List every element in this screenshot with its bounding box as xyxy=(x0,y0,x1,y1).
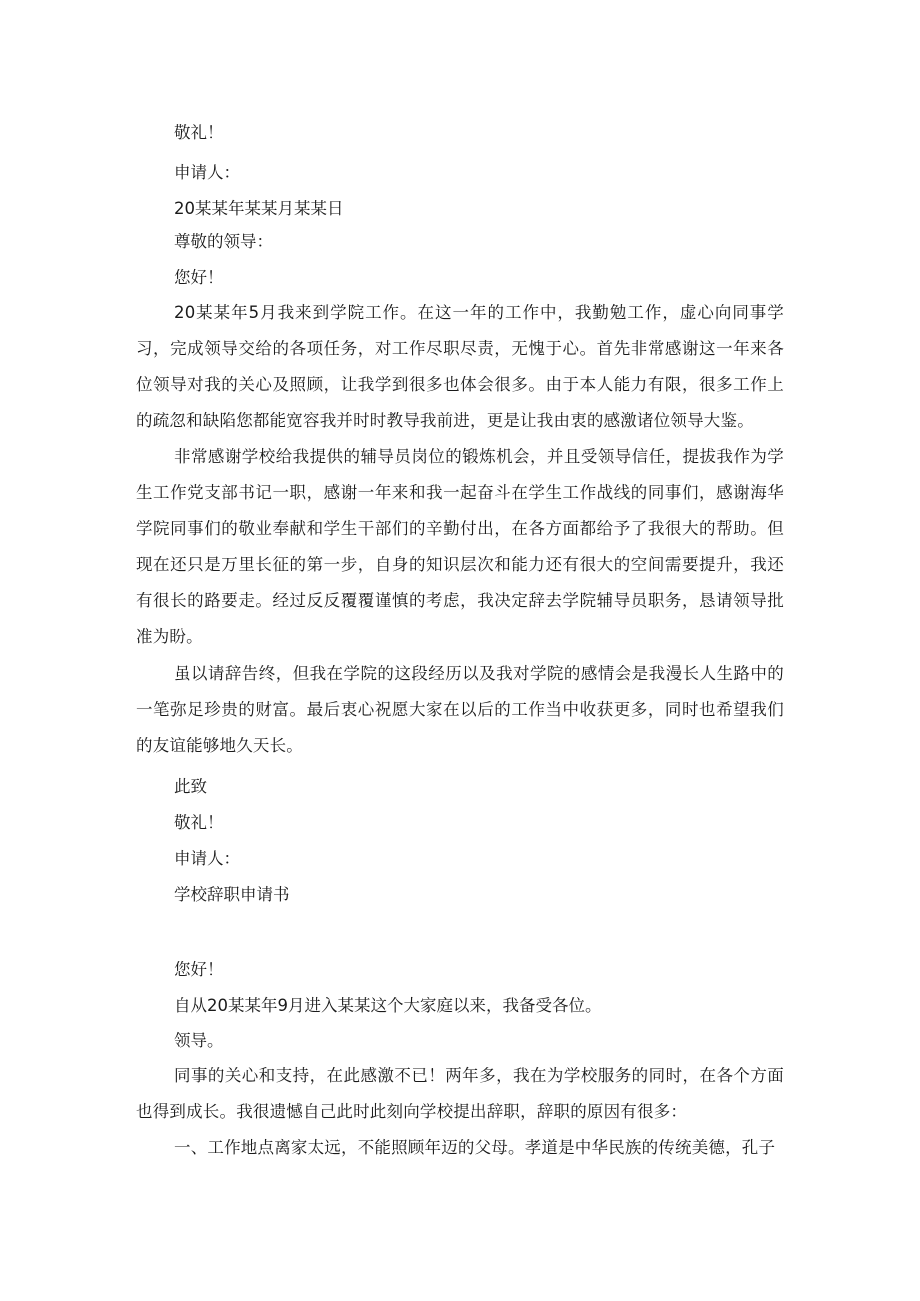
letter1-paragraph-3: 虽以请辞告终，但我在学院的这段经历以及我对学院的感情会是我漫长人生路中的一笔弥足珍贵的财富。最后衷心祝愿大家在以后的工作当中收获更多，同时也希望我们的友谊能够地久天长。 xyxy=(136,664,784,755)
letter2-title: 学校辞职申请书 xyxy=(174,885,290,904)
letter2-line-2: 领导。 xyxy=(174,1031,224,1050)
letter1-paragraph-2: 非常感谢学校给我提供的辅导员岗位的锻炼机会，并且受领导信任，提拔我作为学生工作党支部书记一职，感谢一年来和我一起奋斗在学生工作战线的同事们，感谢海华学院同事们的敬业奉献和学生干部们的辛勤付出，在各方面都给予了我很大的帮助。但现在还只是万里长征的第一步，自身的知识层次和能力还有很大的空间需要提升，我还有很长的路要走。经过反反覆覆谨慎的考虑，我决定辞去学院辅导员职务，恳请领导批准为盼。 xyxy=(136,447,784,646)
letter2-hello: 您好！ xyxy=(174,960,224,979)
closing-salute: 敬礼！ xyxy=(174,813,224,832)
applicant-label: 申请人： xyxy=(174,163,240,182)
closing-respectfully: 此致 xyxy=(174,777,207,796)
letter1-paragraph-1: 20某某年5月我来到学院工作。在这一年的工作中，我勤勉工作，虚心向同事学习，完成领导交给的各项任务，对工作尽职尽责，无愧于心。首先非常感谢这一年来各位领导对我的关心及照顾，让我学到很多也体会很多。由于本人能力有限，很多工作上的疏忽和缺陷您都能宽容我并时时教导我前进，更是让我由衷的感激诸位领导大鉴。 xyxy=(136,303,784,430)
letter1-applicant-label: 申请人： xyxy=(174,849,240,868)
salutation-close: 敬礼！ xyxy=(174,123,224,142)
letter2-line-1: 自从20某某年9月进入某某这个大家庭以来，我备受各位。 xyxy=(174,996,602,1015)
letter2-paragraph-1: 同事的关心和支持，在此感激不已！两年多，我在为学校服务的同时，在各个方面也得到成长。我很遗憾自己此时此刻向学校提出辞职，辞职的原因有很多： xyxy=(136,1066,784,1121)
greeting-to: 尊敬的领导： xyxy=(174,232,273,251)
date-line: 20某某年某某月某某日 xyxy=(174,199,344,218)
letter2-paragraph-2: 一、工作地点离家太远，不能照顾年迈的父母。孝道是中华民族的传统美德，孔子 xyxy=(174,1138,776,1157)
greeting-hello: 您好！ xyxy=(174,268,224,287)
